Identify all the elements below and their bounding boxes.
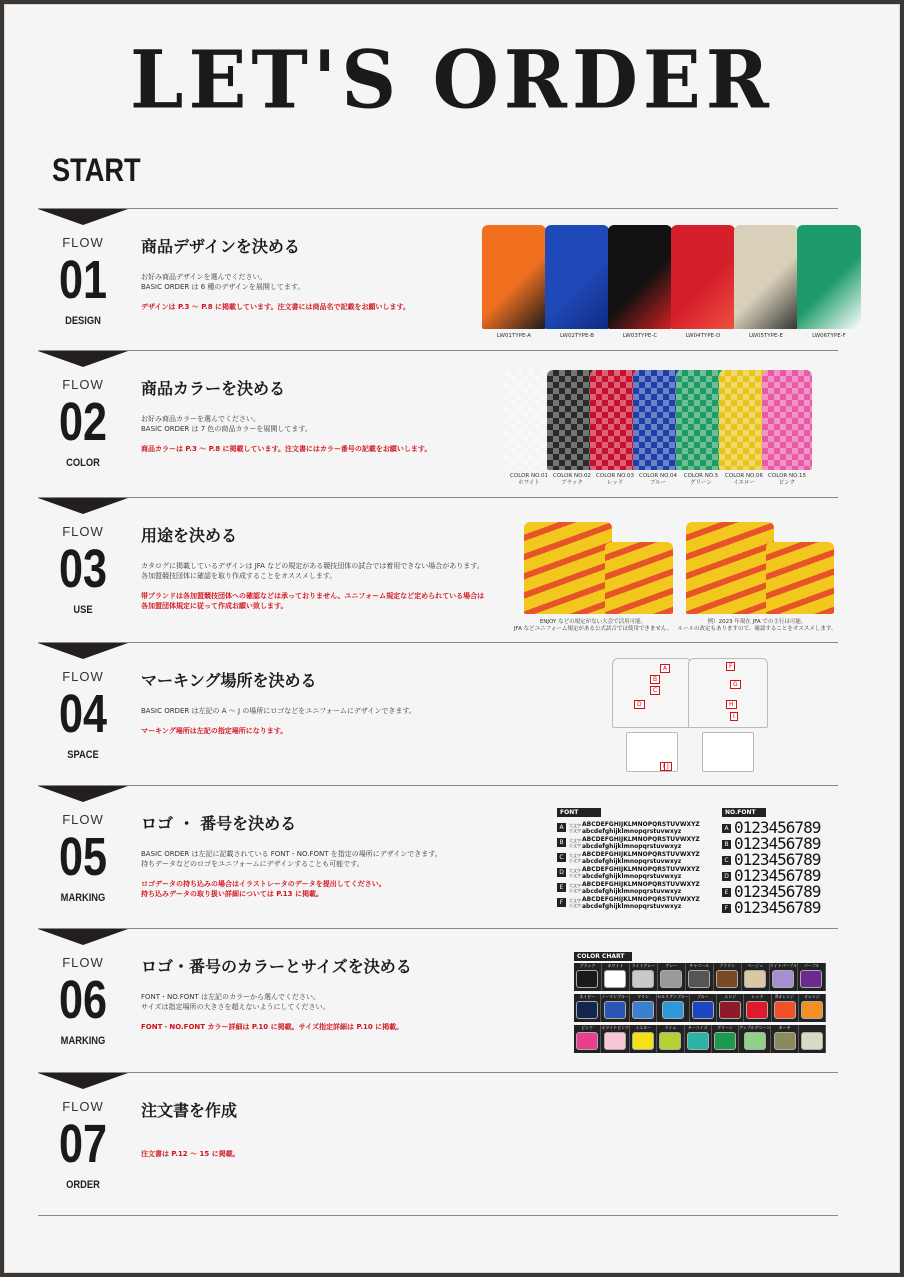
color-swatch — [632, 970, 654, 988]
font-sample-upper: ABCDEFGHIJKLMNOPQRSTUVWXYZ — [582, 850, 700, 858]
design-code: LW01TYPE-A — [496, 333, 532, 339]
color-chart-name: ターコイズ — [687, 1025, 708, 1030]
uppercase-label: 大文字 — [569, 882, 581, 888]
color-chart-cell — [630, 994, 657, 1022]
flow-label: FLOW — [62, 955, 104, 970]
number-font-panel — [722, 808, 842, 916]
catalog-page — [4, 4, 900, 1273]
step-description: BASIC ORDER は左記に記載されている FONT・NO.FONT を指定の場所にデザインできます。 — [141, 850, 442, 858]
font-sample-lower: abcdefghijklmnopqrstuvwxyz — [582, 857, 682, 865]
color-chart-name: エンジ — [724, 994, 737, 999]
flow-label: FLOW — [62, 1099, 104, 1114]
step-category: SPACE — [67, 749, 99, 761]
flow-label: FLOW — [62, 669, 104, 684]
font-row — [557, 880, 721, 895]
font-sample — [582, 836, 700, 850]
font-sample-lower: abcdefghijklmnopqrstuvwxyz — [582, 902, 682, 910]
color-number: COLOR NO.15 — [768, 473, 806, 479]
color-chart-name: Rオレンジ — [775, 994, 794, 999]
font-case-labels — [569, 823, 582, 833]
color-swatch — [604, 1032, 626, 1050]
step-description: BASIC ORDER は 7 色の商品カラーを展開してます。 — [141, 425, 312, 433]
font-sample-lower: abcdefghijklmnopqrstuvwxyz — [582, 827, 682, 835]
font-row-id: E — [557, 883, 566, 892]
color-chart — [574, 952, 826, 1058]
uppercase-label: 大文字 — [569, 867, 581, 873]
color-chart-name: ライトパープル — [769, 963, 798, 968]
color-chart-cell — [770, 963, 798, 991]
number-font-id: C — [722, 856, 731, 865]
color-chart-row — [574, 1025, 826, 1053]
number-font-id: F — [722, 904, 731, 913]
marking-position-label: I — [730, 712, 738, 721]
color-number: COLOR NO.04 — [639, 473, 677, 479]
color-swatch — [801, 1001, 823, 1019]
color-chart-row — [574, 963, 826, 991]
color-chart-name: アップルグリーン — [739, 1025, 771, 1030]
color-swatch — [662, 1001, 684, 1019]
color-name: グリーン — [690, 480, 712, 486]
color-swatch — [576, 1001, 598, 1019]
color-chart-name: オレンジ — [803, 994, 820, 999]
color-chart-cell — [574, 1025, 601, 1053]
color-number: COLOR NO.03 — [596, 473, 634, 479]
font-row-id: C — [557, 853, 566, 862]
font-sample — [582, 881, 700, 895]
marking-position-label: C — [650, 686, 660, 695]
color-chart-name: ブルー — [697, 994, 709, 999]
uppercase-label: 大文字 — [569, 852, 581, 858]
design-shirt — [482, 225, 546, 329]
step-category: MARKING — [60, 1035, 106, 1047]
step-note: デザインは P.3 ～ P.8 に掲載しています。注文書には商品名で記載をお願いします。 — [141, 303, 410, 311]
step-arrow — [38, 351, 128, 367]
step-description: お好み商品カラーを選んでください。 — [141, 415, 260, 423]
color-chart-row — [574, 994, 826, 1022]
step-note: 注文書は P.12 ～ 15 に掲載。 — [141, 1150, 240, 1158]
font-sample-upper: ABCDEFGHIJKLMNOPQRSTUVWXYZ — [582, 835, 700, 843]
step-arrow — [38, 209, 128, 225]
step-category: COLOR — [66, 457, 100, 469]
color-chart-name: チャコール — [689, 963, 710, 968]
lowercase-label: 小文字 — [569, 872, 581, 878]
color-chart-cell — [739, 1025, 771, 1053]
color-chart-cell — [772, 994, 799, 1022]
step-category: DESIGN — [65, 315, 101, 327]
color-swatch — [744, 1032, 766, 1050]
color-chart-name: ホワイト — [607, 963, 624, 968]
color-chart-cell — [630, 1025, 657, 1053]
font-row — [557, 835, 721, 850]
font-case-labels — [569, 898, 582, 908]
use-caption: ENJOY などの規定がない大会で活用可能。 — [539, 619, 647, 625]
color-chart-cell — [799, 994, 826, 1022]
use-caption: JFA などユニフォーム規定がある公式試合では使用できません。 — [513, 626, 673, 632]
color-chart-cell — [690, 994, 717, 1022]
font-case-labels — [569, 868, 582, 878]
color-chart-name: カーキ — [778, 1025, 791, 1030]
color-chart-cell — [742, 963, 770, 991]
step-description: サイズは指定場所の大きさを超えないようにしてください。 — [141, 1003, 330, 1011]
color-name: ブラック — [561, 480, 583, 486]
number-font-sample: 0123456789 — [734, 834, 821, 853]
step-number: 06 — [58, 970, 108, 1030]
flow-label: FLOW — [62, 524, 104, 539]
number-font-sample: 0123456789 — [734, 818, 821, 837]
color-swatch — [774, 1032, 796, 1050]
step-divider — [38, 350, 838, 351]
page-title: LET'S ORDER — [130, 32, 774, 127]
step-description: お好み商品デザインを選んでください。 — [141, 273, 267, 281]
step-description: BASIC ORDER は左記の A ～ J の場所にロゴなどをユニフォームにデザインできます。 — [141, 707, 416, 715]
font-case-labels — [569, 853, 582, 863]
color-swatch — [800, 970, 822, 988]
step-heading: 商品デザインを決める — [141, 237, 300, 256]
color-name: イエロー — [733, 480, 755, 486]
step-heading: マーキング場所を決める — [141, 671, 317, 690]
step-number: 03 — [58, 539, 108, 599]
color-name: レッド — [606, 480, 624, 486]
color-swatch — [744, 970, 766, 988]
color-chart-label: COLOR CHART — [574, 952, 632, 961]
marking-position-label: J — [664, 762, 672, 771]
step-number: 07 — [58, 1114, 108, 1174]
step-note: マーキング場所は左記の指定場所になります。 — [141, 727, 288, 735]
step-description: 持ちデータなどのロゴをユニフォームにデザインすることも可能です。 — [141, 860, 364, 868]
color-swatch — [632, 1032, 654, 1050]
step-heading: 用途を決める — [141, 526, 238, 545]
font-row — [557, 850, 721, 865]
flow-label: FLOW — [62, 377, 104, 392]
font-case-labels — [569, 883, 582, 893]
step-number: 01 — [58, 250, 108, 310]
color-chart-cell — [658, 963, 686, 991]
step-arrow — [38, 643, 128, 659]
color-chart-cell — [657, 994, 690, 1022]
number-font-row — [722, 900, 842, 916]
color-chart-cell — [712, 1025, 739, 1053]
font-row — [557, 865, 721, 880]
font-row-id: F — [557, 898, 566, 907]
color-number: COLOR NO.02 — [553, 473, 591, 479]
step-description: FONT・NO.FONT は左記のカラーから選んでください。 — [141, 993, 321, 1001]
design-code: LW03TYPE-C — [622, 333, 658, 339]
number-font-id: D — [722, 872, 731, 881]
color-name: ホワイト — [518, 480, 540, 486]
number-font-id: A — [722, 824, 731, 833]
font-sample-lower: abcdefghijklmnopqrstuvwxyz — [582, 842, 682, 850]
step-description: BASIC ORDER は 6 種のデザインを展開してます。 — [141, 283, 305, 291]
use-example-shirt — [524, 522, 612, 614]
color-chart-cell — [601, 1025, 630, 1053]
color-chart-name: ノーマンブルー — [601, 994, 629, 999]
marking-position-label: B — [650, 675, 660, 684]
step-heading: ロゴ・番号のカラーとサイズを決める — [141, 957, 412, 976]
color-swatch — [576, 1032, 598, 1050]
step-heading: ロゴ ・ 番号を決める — [141, 814, 297, 833]
design-code: LW06TYPE-F — [812, 333, 846, 339]
step-note: 持ち込みデータの取り扱い詳細については P.13 に掲載。 — [141, 890, 323, 898]
marking-position-label: A — [660, 664, 670, 673]
lowercase-label: 小文字 — [569, 857, 581, 863]
font-panel — [557, 808, 721, 916]
step-arrow — [38, 498, 128, 514]
font-case-labels — [569, 838, 582, 848]
lowercase-label: 小文字 — [569, 887, 581, 893]
use-example-shirt — [686, 522, 774, 614]
design-shirt — [671, 225, 735, 329]
design-shirt — [545, 225, 609, 329]
step-divider — [38, 208, 838, 209]
color-chart-cell — [602, 963, 630, 991]
color-chart-name: セルリアンブルー — [657, 994, 689, 999]
color-chart-name: グレー — [665, 963, 678, 968]
color-swatch — [688, 970, 710, 988]
step-number: 04 — [58, 684, 108, 744]
color-chart-name: ピンク — [581, 1025, 594, 1030]
color-chart-cell — [630, 963, 658, 991]
color-number: COLOR NO.01 — [510, 473, 548, 479]
color-swatch — [774, 1001, 796, 1019]
font-row — [557, 820, 721, 835]
step-category: MARKING — [60, 892, 106, 904]
color-chart-cell — [601, 994, 630, 1022]
step-arrow — [38, 929, 128, 945]
step-category: USE — [73, 604, 93, 616]
design-shirt — [608, 225, 672, 329]
color-chart-cell — [798, 963, 826, 991]
design-shirt — [734, 225, 798, 329]
flow-label: FLOW — [62, 235, 104, 250]
color-shirt — [762, 370, 812, 470]
color-chart-name: レッド — [751, 994, 764, 999]
step-category: ORDER — [66, 1179, 100, 1191]
color-name: ピンク — [778, 480, 796, 486]
color-swatch — [604, 970, 626, 988]
step-heading: 商品カラーを決める — [141, 379, 286, 398]
font-sample — [582, 851, 700, 865]
number-font-sample: 0123456789 — [734, 882, 821, 901]
color-swatch — [714, 1032, 736, 1050]
marking-position-label: H — [726, 700, 737, 709]
marking-position-label: D — [634, 700, 645, 709]
font-row-id: B — [557, 838, 566, 847]
color-chart-cell — [717, 994, 744, 1022]
color-chart-cell — [574, 994, 601, 1022]
color-swatch — [687, 1032, 709, 1050]
color-chart-name: イエロー — [635, 1025, 652, 1030]
color-chart-cell — [771, 1025, 798, 1053]
design-code: LW04TYPE-D — [685, 333, 721, 339]
step-divider — [38, 642, 838, 643]
font-sample-upper: ABCDEFGHIJKLMNOPQRSTUVWXYZ — [582, 820, 700, 828]
uppercase-label: 大文字 — [569, 837, 581, 843]
uppercase-label: 大文字 — [569, 897, 581, 903]
color-chart-cell — [714, 963, 742, 991]
lowercase-label: 小文字 — [569, 902, 581, 908]
font-sample-lower: abcdefghijklmnopqrstuvwxyz — [582, 872, 682, 880]
use-caption: ルールの改定もありますので、確認することをオススメします。 — [677, 626, 837, 632]
start-label: START — [52, 152, 141, 188]
color-swatch — [692, 1001, 714, 1019]
step-description: カタログに掲載しているデザインは JFA などの規定がある競技団体の試合では着用できない場合があります。 — [141, 562, 484, 570]
step-divider — [38, 928, 838, 929]
color-chart-name: パープル — [803, 963, 820, 968]
color-swatch — [660, 970, 682, 988]
color-swatch — [719, 1001, 741, 1019]
step-arrow — [38, 786, 128, 802]
flow-label: FLOW — [62, 812, 104, 827]
color-swatch — [576, 970, 598, 988]
font-row — [557, 895, 721, 910]
step-description: 各加盟競技団体に確認を取り作成することをオススメします。 — [141, 572, 337, 580]
color-chart-name: マリン — [637, 994, 650, 999]
color-number: COLOR NO.5 — [683, 473, 719, 479]
color-chart-cell — [657, 1025, 684, 1053]
color-chart-cell — [574, 963, 602, 991]
color-swatch — [632, 1001, 654, 1019]
step-number: 02 — [58, 392, 108, 452]
font-sample-upper: ABCDEFGHIJKLMNOPQRSTUVWXYZ — [582, 895, 700, 903]
color-number: COLOR NO.06 — [725, 473, 763, 479]
number-font-id: B — [722, 840, 731, 849]
color-chart-name: ベージュ — [747, 963, 764, 968]
color-chart-cell — [685, 1025, 712, 1053]
step-divider — [38, 1072, 838, 1073]
step-divider — [38, 785, 838, 786]
color-chart-cell — [799, 1025, 826, 1053]
color-chart-name: ブラウン — [719, 963, 736, 968]
color-chart-name: ブラック — [579, 963, 596, 968]
step-number: 05 — [58, 827, 108, 887]
font-sample — [582, 866, 700, 880]
color-swatch — [659, 1032, 681, 1050]
design-code: LW02TYPE-B — [559, 333, 595, 339]
number-font-sample: 0123456789 — [734, 898, 821, 917]
number-font-label: NO.FONT — [722, 808, 766, 817]
font-sample-lower: abcdefghijklmnopqrstuvwxyz — [582, 887, 682, 895]
lowercase-label: 小文字 — [569, 842, 581, 848]
marking-shorts — [702, 732, 754, 772]
step-note: 商品カラーは P.3 ～ P.8 に掲載しています。注文書にはカラー番号の記載をお願いします。 — [141, 445, 432, 453]
color-chart-name: ライトグレー — [631, 963, 656, 968]
use-caption: 例）2023 年現在 JFA での主行は可能。 — [707, 619, 807, 625]
color-swatch — [746, 1001, 768, 1019]
color-swatch — [801, 1032, 823, 1050]
font-sample — [582, 896, 700, 910]
color-swatch — [772, 970, 794, 988]
step-note: 各加盟団体規定に従って作成お願い致します。 — [141, 602, 288, 610]
use-example-shirt — [766, 542, 834, 614]
step-note: ロゴデータの持ち込みの場合はイラストレータのデータを提出してください。 — [141, 880, 386, 888]
design-shirt — [797, 225, 861, 329]
color-chart-cell — [686, 963, 714, 991]
uppercase-label: 大文字 — [569, 822, 581, 828]
font-sample — [582, 821, 700, 835]
font-row-id: D — [557, 868, 566, 877]
font-sample-upper: ABCDEFGHIJKLMNOPQRSTUVWXYZ — [582, 880, 700, 888]
font-sample-upper: ABCDEFGHIJKLMNOPQRSTUVWXYZ — [582, 865, 700, 873]
color-chart-name: グリーン — [716, 1025, 733, 1030]
number-font-sample: 0123456789 — [734, 866, 821, 885]
step-arrow — [38, 1073, 128, 1089]
step-divider — [38, 497, 838, 498]
color-swatch — [604, 1001, 626, 1019]
color-chart-cell — [744, 994, 771, 1022]
color-swatch — [716, 970, 738, 988]
color-chart-name: ネイビー — [579, 994, 595, 999]
step-note: 帯ブランドは各加盟競技団体への確認などは承っておりません。ユニフォーム規定など定められている場合は — [141, 592, 485, 600]
font-panel-label: FONT — [557, 808, 601, 817]
bottom-divider — [38, 1215, 838, 1216]
font-row-id: A — [557, 823, 566, 832]
color-chart-name: ホワイトピンク — [601, 1025, 630, 1030]
marking-position-label: G — [730, 680, 741, 689]
number-font-id: E — [722, 888, 731, 897]
step-note: FONT・NO.FONT カラー詳細は P.10 に掲載。サイズ指定詳細は P.10 に掲載。 — [141, 1023, 404, 1031]
lowercase-label: 小文字 — [569, 827, 581, 833]
design-code: LW05TYPE-E — [749, 333, 783, 339]
color-name: ブルー — [649, 480, 667, 486]
step-heading: 注文書を作成 — [141, 1101, 238, 1120]
marking-position-label: F — [726, 662, 735, 671]
use-example-shirt — [605, 542, 673, 614]
color-chart-name: ライム — [664, 1025, 677, 1030]
number-font-sample: 0123456789 — [734, 850, 821, 869]
